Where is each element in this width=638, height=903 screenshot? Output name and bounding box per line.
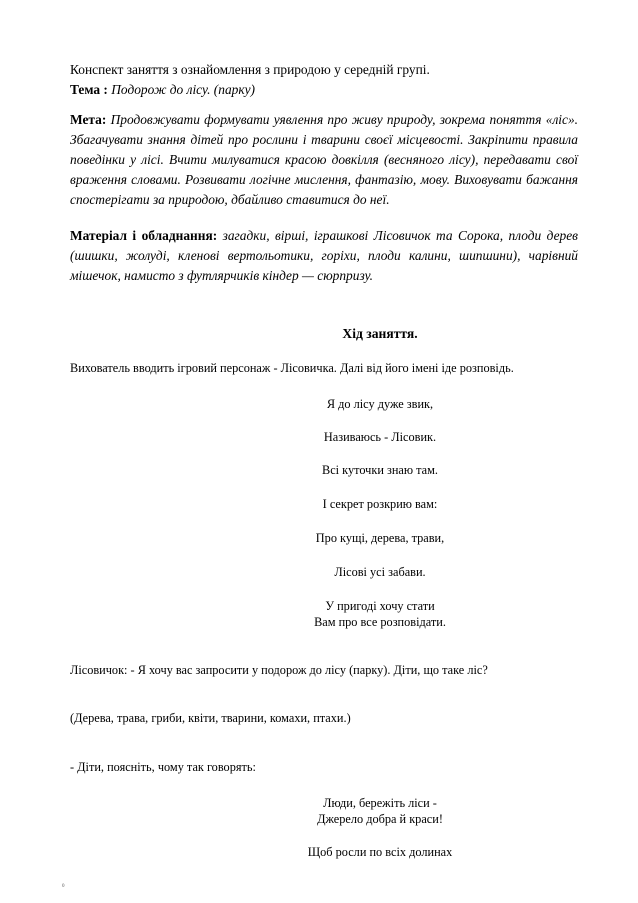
saying-line: Люди, бережіть ліси - (323, 796, 437, 810)
poem-line: Всі куточки знаю там. (322, 463, 438, 477)
poem-line: Я до лісу дуже звик, (326, 397, 434, 411)
invitation-text: Лісовичок: - Я хочу вас запросити у подорож до лісу (парку). Діти, що таке ліс? (70, 663, 488, 677)
course-heading: Хід заняття. (342, 326, 418, 341)
goal-label: Мета: (70, 112, 107, 127)
goal-paragraph (70, 110, 578, 210)
intro-text: Вихователь вводить ігровий персонаж - Лісовичка. Далі від його імені іде розповідь. (70, 361, 514, 375)
poem-line: І секрет розкрию вам: (322, 497, 438, 511)
poem-line: Про кущі, дерева, трави, (315, 531, 445, 545)
materials-text: загадки, вірші, іграшкові Лісовичок та Сорока, плоди дерев (шишки, жолуді, кленові вертольотики, горіхи, плоди калини, шипшини), чарівний мішечок, намисто з футлярчиків кіндер — сюрпризу. (70, 228, 578, 283)
saying-line: Щоб росли по всіх долинах (307, 845, 453, 859)
page-mark: 0 (62, 884, 65, 889)
poem-line: У пригоді хочу стати (325, 599, 435, 613)
question-text: - Діти, поясніть, чому так говорять: (70, 760, 256, 774)
poem-line: Вам про все розповідати. (314, 615, 446, 629)
topic-value: Подорож до лісу. (парку) (111, 82, 256, 97)
poem-line: Називаюсь - Лісовик. (323, 430, 437, 444)
topic-line (70, 80, 578, 100)
materials-label: Матеріал і обладнання: (70, 228, 218, 243)
saying-line: Джерело добра й краси! (317, 812, 443, 826)
answer-text: (Дерева, трава, гриби, квіти, тварини, комахи, птахи.) (70, 711, 351, 725)
materials-paragraph (70, 226, 578, 286)
document-title: Конспект заняття з ознайомлення з природою у середній групі. (70, 62, 430, 77)
topic-label: Тема : (70, 82, 108, 97)
goal-text: Продовжувати формувати уявлення про живу природу, зокрема поняття «ліс». Збагачувати знання дітей про рослини і тварини своєї місцевості. Закріпити правила поведінки у лісі. Вчити милуватися красою довкілля (весняного лісу), передавати свої враження словами. Розвивати логічне мислення, фантазію, мову. Виховувати бажання спостерігати за природою, дбайливо ставитися до неї. (70, 112, 578, 207)
poem-line: Лісові усі забави. (334, 565, 426, 579)
